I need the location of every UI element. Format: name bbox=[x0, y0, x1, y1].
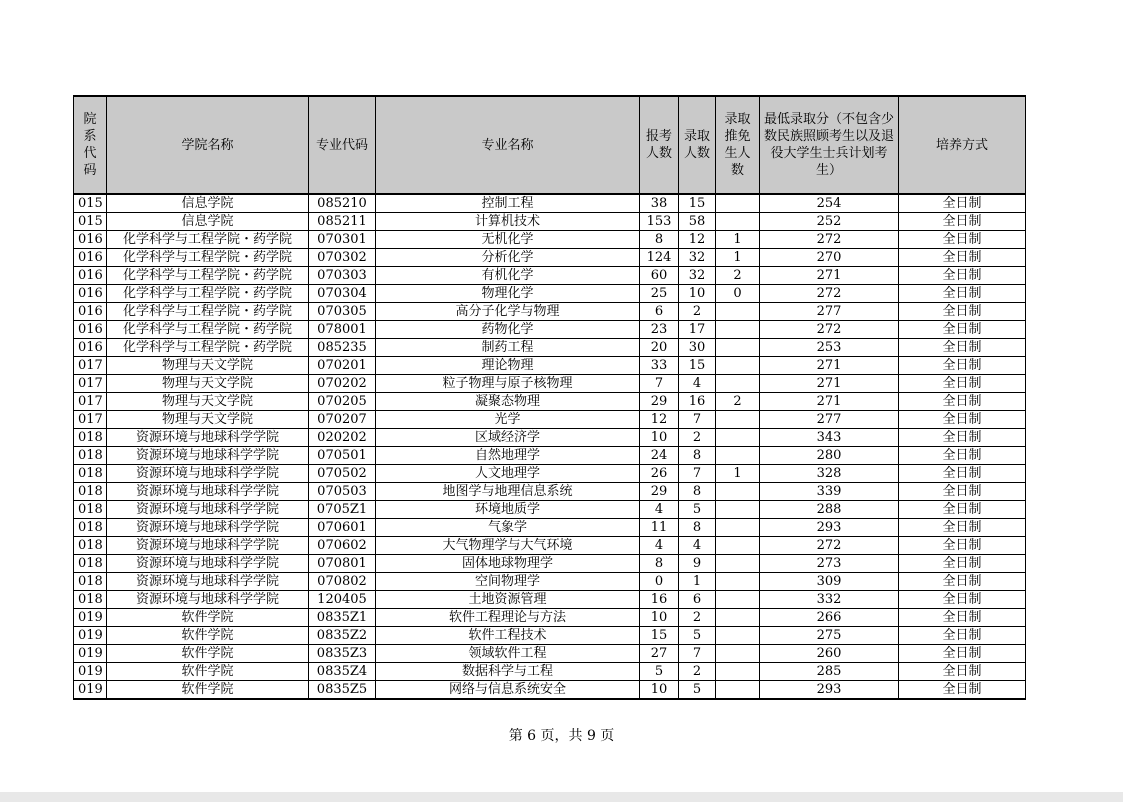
cell-major-name: 软件工程理论与方法 bbox=[376, 609, 640, 627]
cell-mode: 全日制 bbox=[899, 609, 1026, 627]
cell-min-score: 272 bbox=[760, 285, 899, 303]
cell-min-score: 254 bbox=[760, 194, 899, 213]
cell-recommended bbox=[716, 681, 760, 700]
cell-dept-name: 资源环境与地球科学学院 bbox=[107, 447, 309, 465]
cell-mode: 全日制 bbox=[899, 537, 1026, 555]
cell-applicants: 23 bbox=[640, 321, 679, 339]
cell-mode: 全日制 bbox=[899, 393, 1026, 411]
cell-dept-code: 019 bbox=[74, 645, 107, 663]
cell-mode: 全日制 bbox=[899, 501, 1026, 519]
cell-major-name: 计算机技术 bbox=[376, 213, 640, 231]
cell-dept-name: 资源环境与地球科学学院 bbox=[107, 519, 309, 537]
cell-dept-code: 016 bbox=[74, 267, 107, 285]
header-mode: 培养方式 bbox=[899, 96, 1026, 194]
cell-mode: 全日制 bbox=[899, 213, 1026, 231]
cell-dept-name: 化学科学与工程学院・药学院 bbox=[107, 249, 309, 267]
cell-mode: 全日制 bbox=[899, 681, 1026, 700]
table-row bbox=[74, 483, 1026, 501]
cell-dept-code: 016 bbox=[74, 249, 107, 267]
cell-applicants: 24 bbox=[640, 447, 679, 465]
table-row bbox=[74, 303, 1026, 321]
cell-min-score: 343 bbox=[760, 429, 899, 447]
header-admitted: 录取人数 bbox=[679, 96, 716, 194]
cell-mode: 全日制 bbox=[899, 411, 1026, 429]
cell-admitted: 8 bbox=[679, 447, 716, 465]
cell-major-code: 070501 bbox=[309, 447, 376, 465]
header-row bbox=[74, 96, 1026, 194]
cell-recommended bbox=[716, 339, 760, 357]
cell-mode: 全日制 bbox=[899, 267, 1026, 285]
cell-applicants: 38 bbox=[640, 194, 679, 213]
cell-admitted: 58 bbox=[679, 213, 716, 231]
cell-dept-code: 016 bbox=[74, 285, 107, 303]
cell-min-score: 285 bbox=[760, 663, 899, 681]
cell-major-name: 空间物理学 bbox=[376, 573, 640, 591]
cell-recommended bbox=[716, 303, 760, 321]
cell-mode: 全日制 bbox=[899, 519, 1026, 537]
cell-major-code: 070602 bbox=[309, 537, 376, 555]
cell-admitted: 2 bbox=[679, 303, 716, 321]
cell-dept-code: 017 bbox=[74, 375, 107, 393]
cell-dept-name: 信息学院 bbox=[107, 213, 309, 231]
cell-admitted: 32 bbox=[679, 267, 716, 285]
cell-applicants: 26 bbox=[640, 465, 679, 483]
cell-mode: 全日制 bbox=[899, 555, 1026, 573]
cell-recommended bbox=[716, 519, 760, 537]
cell-admitted: 4 bbox=[679, 375, 716, 393]
cell-recommended bbox=[716, 501, 760, 519]
cell-dept-name: 化学科学与工程学院・药学院 bbox=[107, 321, 309, 339]
page-number: 第 6 页，共 9 页 bbox=[508, 728, 615, 744]
cell-applicants: 10 bbox=[640, 681, 679, 700]
cell-admitted: 5 bbox=[679, 501, 716, 519]
cell-mode: 全日制 bbox=[899, 429, 1026, 447]
cell-dept-code: 018 bbox=[74, 519, 107, 537]
cell-min-score: 271 bbox=[760, 267, 899, 285]
cell-major-name: 区域经济学 bbox=[376, 429, 640, 447]
cell-admitted: 8 bbox=[679, 519, 716, 537]
cell-dept-name: 化学科学与工程学院・药学院 bbox=[107, 339, 309, 357]
cell-dept-code: 018 bbox=[74, 573, 107, 591]
table-row bbox=[74, 249, 1026, 267]
cell-major-name: 分析化学 bbox=[376, 249, 640, 267]
cell-recommended bbox=[716, 645, 760, 663]
cell-recommended: 1 bbox=[716, 249, 760, 267]
header-min-score: 最低录取分（不包含少数民族照顾考生以及退役大学生士兵计划考生） bbox=[760, 96, 899, 194]
cell-recommended bbox=[716, 429, 760, 447]
cell-applicants: 29 bbox=[640, 393, 679, 411]
cell-major-name: 数据科学与工程 bbox=[376, 663, 640, 681]
cell-applicants: 124 bbox=[640, 249, 679, 267]
header-major-code: 专业代码 bbox=[309, 96, 376, 194]
cell-dept-name: 资源环境与地球科学学院 bbox=[107, 501, 309, 519]
cell-dept-name: 化学科学与工程学院・药学院 bbox=[107, 285, 309, 303]
cell-min-score: 293 bbox=[760, 681, 899, 700]
cell-major-code: 120405 bbox=[309, 591, 376, 609]
cell-applicants: 4 bbox=[640, 501, 679, 519]
cell-min-score: 328 bbox=[760, 465, 899, 483]
table-row bbox=[74, 411, 1026, 429]
cell-mode: 全日制 bbox=[899, 285, 1026, 303]
cell-min-score: 275 bbox=[760, 627, 899, 645]
cell-dept-code: 016 bbox=[74, 321, 107, 339]
cell-mode: 全日制 bbox=[899, 194, 1026, 213]
cell-recommended bbox=[716, 411, 760, 429]
cell-major-code: 070207 bbox=[309, 411, 376, 429]
cell-dept-code: 016 bbox=[74, 231, 107, 249]
cell-mode: 全日制 bbox=[899, 573, 1026, 591]
cell-min-score: 260 bbox=[760, 645, 899, 663]
cell-dept-code: 017 bbox=[74, 411, 107, 429]
cell-min-score: 293 bbox=[760, 519, 899, 537]
cell-min-score: 253 bbox=[760, 339, 899, 357]
cell-major-name: 土地资源管理 bbox=[376, 591, 640, 609]
cell-dept-code: 018 bbox=[74, 501, 107, 519]
cell-dept-name: 资源环境与地球科学学院 bbox=[107, 537, 309, 555]
cell-major-code: 070802 bbox=[309, 573, 376, 591]
cell-major-name: 理论物理 bbox=[376, 357, 640, 375]
cell-mode: 全日制 bbox=[899, 303, 1026, 321]
cell-recommended bbox=[716, 591, 760, 609]
cell-dept-name: 化学科学与工程学院・药学院 bbox=[107, 267, 309, 285]
cell-dept-name: 化学科学与工程学院・药学院 bbox=[107, 303, 309, 321]
cell-major-code: 070205 bbox=[309, 393, 376, 411]
cell-dept-code: 019 bbox=[74, 663, 107, 681]
cell-applicants: 60 bbox=[640, 267, 679, 285]
cell-major-name: 网络与信息系统安全 bbox=[376, 681, 640, 700]
cell-major-code: 0835Z3 bbox=[309, 645, 376, 663]
table-row bbox=[74, 519, 1026, 537]
table-row bbox=[74, 393, 1026, 411]
cell-recommended bbox=[716, 194, 760, 213]
header-major-name: 专业名称 bbox=[376, 96, 640, 194]
cell-min-score: 332 bbox=[760, 591, 899, 609]
cell-applicants: 27 bbox=[640, 645, 679, 663]
cell-recommended bbox=[716, 663, 760, 681]
cell-major-name: 无机化学 bbox=[376, 231, 640, 249]
table-row bbox=[74, 591, 1026, 609]
cell-min-score: 277 bbox=[760, 411, 899, 429]
cell-mode: 全日制 bbox=[899, 627, 1026, 645]
cell-applicants: 15 bbox=[640, 627, 679, 645]
cell-applicants: 4 bbox=[640, 537, 679, 555]
cell-mode: 全日制 bbox=[899, 357, 1026, 375]
cell-major-name: 软件工程技术 bbox=[376, 627, 640, 645]
cell-major-name: 地图学与地理信息系统 bbox=[376, 483, 640, 501]
cell-major-name: 气象学 bbox=[376, 519, 640, 537]
cell-recommended: 1 bbox=[716, 465, 760, 483]
cell-dept-code: 019 bbox=[74, 609, 107, 627]
header-applicants: 报考人数 bbox=[640, 96, 679, 194]
cell-major-name: 高分子化学与物理 bbox=[376, 303, 640, 321]
table-body bbox=[74, 194, 1026, 699]
cell-dept-name: 资源环境与地球科学学院 bbox=[107, 465, 309, 483]
cell-admitted: 4 bbox=[679, 537, 716, 555]
cell-major-code: 070302 bbox=[309, 249, 376, 267]
cell-dept-name: 资源环境与地球科学学院 bbox=[107, 483, 309, 501]
cell-dept-name: 资源环境与地球科学学院 bbox=[107, 591, 309, 609]
cell-major-code: 070304 bbox=[309, 285, 376, 303]
cell-recommended: 1 bbox=[716, 231, 760, 249]
table-row bbox=[74, 609, 1026, 627]
cell-major-name: 控制工程 bbox=[376, 194, 640, 213]
cell-admitted: 2 bbox=[679, 609, 716, 627]
cell-dept-name: 资源环境与地球科学学院 bbox=[107, 555, 309, 573]
cell-applicants: 29 bbox=[640, 483, 679, 501]
table-row bbox=[74, 285, 1026, 303]
cell-min-score: 309 bbox=[760, 573, 899, 591]
cell-major-name: 领域软件工程 bbox=[376, 645, 640, 663]
cell-major-code: 085235 bbox=[309, 339, 376, 357]
cell-major-name: 环境地质学 bbox=[376, 501, 640, 519]
cell-recommended bbox=[716, 537, 760, 555]
cell-admitted: 10 bbox=[679, 285, 716, 303]
cell-applicants: 7 bbox=[640, 375, 679, 393]
cell-major-name: 粒子物理与原子核物理 bbox=[376, 375, 640, 393]
cell-dept-code: 015 bbox=[74, 213, 107, 231]
header-dept-code: 院系代码 bbox=[74, 96, 107, 194]
cell-min-score: 266 bbox=[760, 609, 899, 627]
cell-admitted: 5 bbox=[679, 627, 716, 645]
cell-applicants: 0 bbox=[640, 573, 679, 591]
cell-min-score: 280 bbox=[760, 447, 899, 465]
cell-dept-code: 018 bbox=[74, 537, 107, 555]
cell-admitted: 2 bbox=[679, 663, 716, 681]
table-row bbox=[74, 465, 1026, 483]
table-row bbox=[74, 573, 1026, 591]
cell-major-code: 070305 bbox=[309, 303, 376, 321]
cell-min-score: 272 bbox=[760, 231, 899, 249]
cell-dept-name: 物理与天文学院 bbox=[107, 411, 309, 429]
cell-applicants: 12 bbox=[640, 411, 679, 429]
cell-recommended bbox=[716, 573, 760, 591]
cell-min-score: 271 bbox=[760, 375, 899, 393]
cell-min-score: 272 bbox=[760, 321, 899, 339]
cell-applicants: 5 bbox=[640, 663, 679, 681]
table-row bbox=[74, 663, 1026, 681]
cell-applicants: 16 bbox=[640, 591, 679, 609]
cell-major-name: 大气物理学与大气环境 bbox=[376, 537, 640, 555]
cell-recommended bbox=[716, 627, 760, 645]
cell-dept-code: 018 bbox=[74, 429, 107, 447]
cell-recommended bbox=[716, 609, 760, 627]
cell-admitted: 6 bbox=[679, 591, 716, 609]
cell-dept-name: 软件学院 bbox=[107, 609, 309, 627]
header-dept-name: 学院名称 bbox=[107, 96, 309, 194]
cell-dept-code: 018 bbox=[74, 555, 107, 573]
cell-admitted: 5 bbox=[679, 681, 716, 700]
cell-dept-name: 化学科学与工程学院・药学院 bbox=[107, 231, 309, 249]
cell-major-code: 0705Z1 bbox=[309, 501, 376, 519]
cell-major-name: 凝聚态物理 bbox=[376, 393, 640, 411]
table-row bbox=[74, 357, 1026, 375]
cell-applicants: 20 bbox=[640, 339, 679, 357]
cell-dept-name: 资源环境与地球科学学院 bbox=[107, 573, 309, 591]
cell-min-score: 339 bbox=[760, 483, 899, 501]
cell-major-code: 0835Z5 bbox=[309, 681, 376, 700]
cell-dept-code: 016 bbox=[74, 303, 107, 321]
cell-major-name: 有机化学 bbox=[376, 267, 640, 285]
cell-major-code: 070301 bbox=[309, 231, 376, 249]
table-row bbox=[74, 267, 1026, 285]
cell-dept-name: 物理与天文学院 bbox=[107, 375, 309, 393]
table-row bbox=[74, 555, 1026, 573]
cell-admitted: 15 bbox=[679, 357, 716, 375]
cell-dept-code: 018 bbox=[74, 483, 107, 501]
cell-admitted: 2 bbox=[679, 429, 716, 447]
cell-major-code: 0835Z1 bbox=[309, 609, 376, 627]
cell-dept-name: 物理与天文学院 bbox=[107, 393, 309, 411]
cell-min-score: 271 bbox=[760, 357, 899, 375]
cell-dept-code: 019 bbox=[74, 681, 107, 700]
cell-admitted: 8 bbox=[679, 483, 716, 501]
table-row bbox=[74, 627, 1026, 645]
cell-admitted: 17 bbox=[679, 321, 716, 339]
cell-admitted: 7 bbox=[679, 645, 716, 663]
table-row bbox=[74, 681, 1026, 700]
cell-major-name: 固体地球物理学 bbox=[376, 555, 640, 573]
cell-admitted: 9 bbox=[679, 555, 716, 573]
cell-mode: 全日制 bbox=[899, 447, 1026, 465]
cell-mode: 全日制 bbox=[899, 339, 1026, 357]
cell-dept-name: 软件学院 bbox=[107, 645, 309, 663]
cell-dept-name: 软件学院 bbox=[107, 627, 309, 645]
cell-dept-name: 软件学院 bbox=[107, 681, 309, 700]
cell-recommended: 2 bbox=[716, 267, 760, 285]
cell-major-code: 070202 bbox=[309, 375, 376, 393]
cell-dept-name: 软件学院 bbox=[107, 663, 309, 681]
cell-recommended bbox=[716, 447, 760, 465]
table-row bbox=[74, 537, 1026, 555]
cell-mode: 全日制 bbox=[899, 465, 1026, 483]
cell-recommended bbox=[716, 357, 760, 375]
cell-recommended bbox=[716, 321, 760, 339]
cell-applicants: 25 bbox=[640, 285, 679, 303]
cell-major-code: 0835Z2 bbox=[309, 627, 376, 645]
header-recommended: 录取推免生人数 bbox=[716, 96, 760, 194]
cell-dept-code: 017 bbox=[74, 357, 107, 375]
cell-mode: 全日制 bbox=[899, 231, 1026, 249]
cell-major-code: 070502 bbox=[309, 465, 376, 483]
cell-applicants: 6 bbox=[640, 303, 679, 321]
cell-min-score: 271 bbox=[760, 393, 899, 411]
cell-major-code: 070601 bbox=[309, 519, 376, 537]
viewer-bottom-bar bbox=[0, 792, 1123, 802]
cell-major-code: 085211 bbox=[309, 213, 376, 231]
cell-major-code: 070303 bbox=[309, 267, 376, 285]
cell-applicants: 33 bbox=[640, 357, 679, 375]
cell-major-code: 070201 bbox=[309, 357, 376, 375]
table-row bbox=[74, 339, 1026, 357]
cell-dept-name: 信息学院 bbox=[107, 194, 309, 213]
cell-applicants: 10 bbox=[640, 429, 679, 447]
table-row bbox=[74, 375, 1026, 393]
cell-mode: 全日制 bbox=[899, 663, 1026, 681]
cell-major-code: 070503 bbox=[309, 483, 376, 501]
cell-dept-code: 015 bbox=[74, 194, 107, 213]
cell-admitted: 32 bbox=[679, 249, 716, 267]
cell-min-score: 288 bbox=[760, 501, 899, 519]
cell-major-name: 光学 bbox=[376, 411, 640, 429]
cell-recommended: 2 bbox=[716, 393, 760, 411]
cell-applicants: 153 bbox=[640, 213, 679, 231]
cell-major-code: 020202 bbox=[309, 429, 376, 447]
cell-major-code: 0835Z4 bbox=[309, 663, 376, 681]
cell-min-score: 277 bbox=[760, 303, 899, 321]
cell-recommended bbox=[716, 555, 760, 573]
cell-mode: 全日制 bbox=[899, 321, 1026, 339]
cell-admitted: 1 bbox=[679, 573, 716, 591]
table-row bbox=[74, 447, 1026, 465]
cell-dept-name: 物理与天文学院 bbox=[107, 357, 309, 375]
table-row bbox=[74, 429, 1026, 447]
cell-min-score: 272 bbox=[760, 537, 899, 555]
cell-admitted: 7 bbox=[679, 465, 716, 483]
cell-mode: 全日制 bbox=[899, 645, 1026, 663]
cell-min-score: 270 bbox=[760, 249, 899, 267]
cell-admitted: 15 bbox=[679, 194, 716, 213]
cell-recommended: 0 bbox=[716, 285, 760, 303]
cell-min-score: 252 bbox=[760, 213, 899, 231]
cell-mode: 全日制 bbox=[899, 249, 1026, 267]
cell-dept-code: 017 bbox=[74, 393, 107, 411]
cell-dept-code: 018 bbox=[74, 447, 107, 465]
cell-major-code: 070801 bbox=[309, 555, 376, 573]
table-row bbox=[74, 194, 1026, 213]
cell-mode: 全日制 bbox=[899, 375, 1026, 393]
cell-major-name: 物理化学 bbox=[376, 285, 640, 303]
table-row bbox=[74, 501, 1026, 519]
cell-dept-code: 018 bbox=[74, 591, 107, 609]
table-row bbox=[74, 321, 1026, 339]
cell-min-score: 273 bbox=[760, 555, 899, 573]
cell-dept-code: 018 bbox=[74, 465, 107, 483]
cell-recommended bbox=[716, 375, 760, 393]
cell-dept-code: 016 bbox=[74, 339, 107, 357]
cell-applicants: 11 bbox=[640, 519, 679, 537]
cell-mode: 全日制 bbox=[899, 483, 1026, 501]
cell-admitted: 16 bbox=[679, 393, 716, 411]
cell-applicants: 8 bbox=[640, 555, 679, 573]
cell-admitted: 7 bbox=[679, 411, 716, 429]
table-row bbox=[74, 231, 1026, 249]
cell-admitted: 12 bbox=[679, 231, 716, 249]
cell-dept-code: 019 bbox=[74, 627, 107, 645]
admissions-table bbox=[73, 95, 1026, 700]
cell-major-name: 自然地理学 bbox=[376, 447, 640, 465]
cell-major-name: 药物化学 bbox=[376, 321, 640, 339]
cell-applicants: 10 bbox=[640, 609, 679, 627]
cell-mode: 全日制 bbox=[899, 591, 1026, 609]
cell-major-name: 人文地理学 bbox=[376, 465, 640, 483]
cell-recommended bbox=[716, 483, 760, 501]
cell-dept-name: 资源环境与地球科学学院 bbox=[107, 429, 309, 447]
cell-major-code: 078001 bbox=[309, 321, 376, 339]
table-row bbox=[74, 645, 1026, 663]
table-row bbox=[74, 213, 1026, 231]
cell-recommended bbox=[716, 213, 760, 231]
cell-admitted: 30 bbox=[679, 339, 716, 357]
cell-major-code: 085210 bbox=[309, 194, 376, 213]
cell-applicants: 8 bbox=[640, 231, 679, 249]
cell-major-name: 制药工程 bbox=[376, 339, 640, 357]
